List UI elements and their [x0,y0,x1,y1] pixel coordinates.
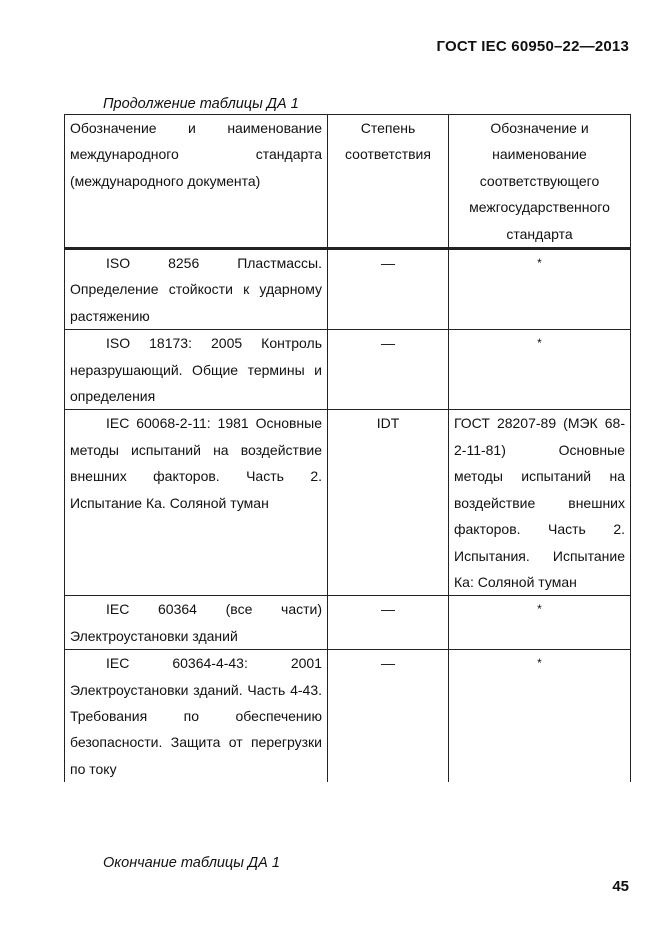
table-header-row [65,115,631,249]
table-row [65,410,631,596]
cell-national-standard: * [449,330,631,410]
table-row [65,330,631,410]
page-number: 45 [612,878,629,895]
table-row [65,650,631,783]
cell-national-standard: * [449,596,631,650]
cell-international-standard: IEC 60364-4-43: 2001 Электроустановки зданий. Часть 4-43. Требования по обеспечению безопасности. Защита от перегрузки по току [65,650,328,783]
column-header-national-standard: Обозначение и наименование соответствующего межгосударственного стандарта [449,115,631,249]
table-caption-end: Окончание таблицы ДА 1 [103,855,280,871]
cell-national-standard: * [449,650,631,783]
table-caption-continued: Продолжение таблицы ДА 1 [103,96,299,112]
cell-national-standard: * [449,249,631,330]
table-row [65,596,631,650]
table-row [65,249,631,330]
column-header-degree: Степень соответствия [328,115,449,249]
column-header-international-standard: Обозначение и наименование международного стандарта (международного документа) [65,115,328,249]
cell-international-standard: IEC 60068-2-11: 1981 Основные методы испытаний на воздействие внешних факторов. Часть 2. Испытание Ка. Соляной туман [65,410,328,596]
standards-correspondence-table [64,114,631,782]
cell-degree: — [328,330,449,410]
cell-national-standard: ГОСТ 28207-89 (МЭК 68-2-11-81) Основные методы испытаний на воздействие внешних факторов. Часть 2. Испытания. Испытание Ка: Соляной туман [449,410,631,596]
cell-degree: — [328,596,449,650]
cell-international-standard: IEC 60364 (все части) Электроустановки зданий [65,596,328,650]
cell-degree: — [328,650,449,783]
cell-degree: IDT [328,410,449,596]
cell-degree: — [328,249,449,330]
cell-international-standard: ISO 18173: 2005 Контроль неразрушающий. Общие термины и определения [65,330,328,410]
cell-international-standard: ISO 8256 Пластмассы. Определение стойкости к ударному растяжению [65,249,328,330]
document-header: ГОСТ IEC 60950–22—2013 [436,38,629,55]
